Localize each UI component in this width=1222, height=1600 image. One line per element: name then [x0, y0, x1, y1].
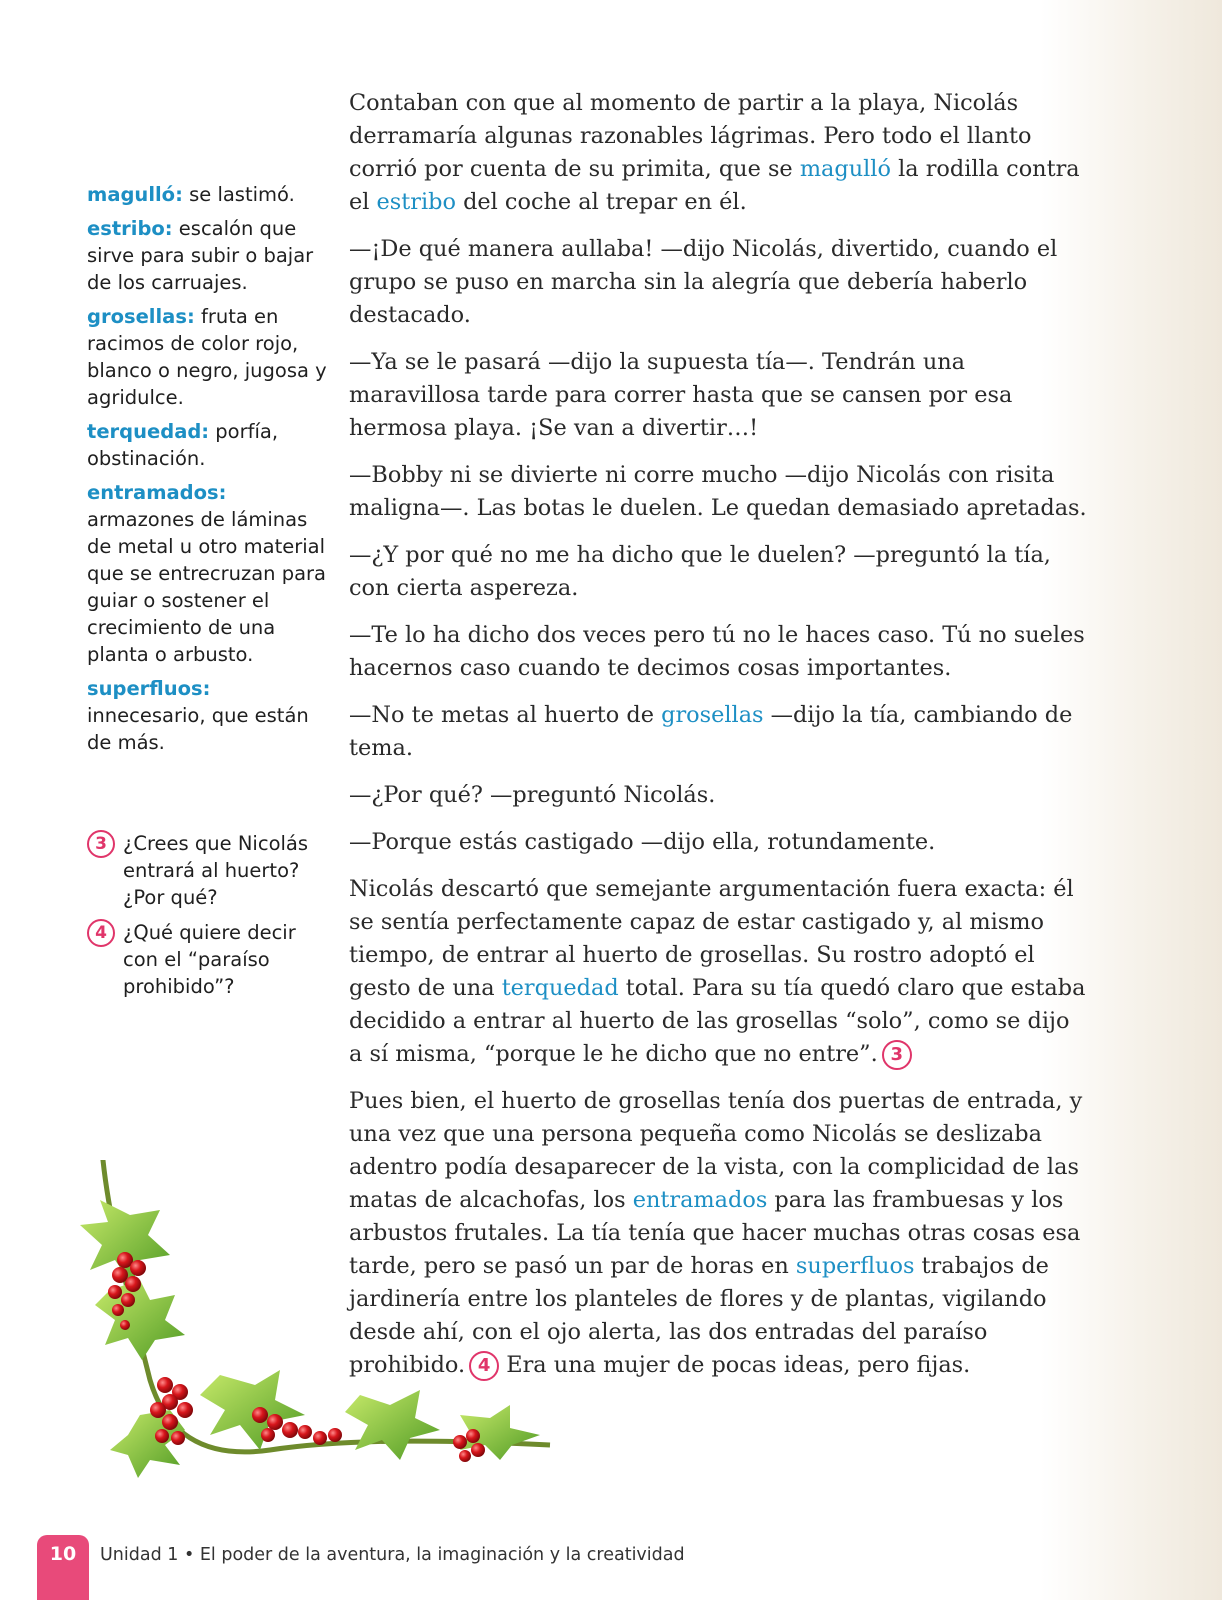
glossary-entry-estribo: [87, 215, 332, 296]
glossary-term: estribo:: [87, 217, 173, 240]
glossary-definition: escalón que sirve para subir o bajar de los carruajes.: [87, 217, 314, 294]
glossary-entry-superfluos: [87, 675, 332, 756]
paragraph: [349, 699, 1089, 765]
text-run: Pues bien, el huerto de grosellas tenía dos puertas de entrada, y una vez que una persona pequeña como Nicolás se deslizaba adentro podía desaparecer de la vista, con la complicidad de las matas de alcachofas, los: [349, 1088, 1083, 1213]
paragraph: [349, 873, 1089, 1071]
leaf: [200, 1370, 305, 1450]
question-marker-4: 4: [469, 1351, 499, 1381]
text-run: trabajos de jardinería entre los planteles de flores y de plantas, vigilando desde ahí, con el ojo alerta, las dos entradas del paraíso prohibido.: [349, 1253, 1049, 1378]
paragraph: [349, 87, 1089, 219]
keyword-terquedad: terquedad: [501, 975, 619, 1001]
text-run: Contaban con que al momento de partir a la playa, Nicolás derramaría algunas razonables lágrimas. Pero todo el llanto corrió por cuenta de su primita, que se: [349, 90, 1032, 182]
question-3: [87, 830, 332, 911]
glossary-term: superfluos:: [87, 677, 211, 700]
paragraph: —¿Y por qué no me ha dicho que le duelen? —preguntó la tía, con cierta aspereza.: [349, 542, 1051, 601]
keyword-magullo: magulló: [799, 156, 891, 182]
page-number-tab: [37, 1535, 89, 1600]
question-marker-3: 3: [882, 1040, 912, 1070]
glossary-definition: innecesario, que están de más.: [87, 704, 309, 754]
keyword-grosellas: grosellas: [661, 702, 764, 728]
question-4: [87, 919, 332, 1000]
glossary-definition: porfía, obstinación.: [87, 420, 279, 470]
glossary-definition: se lastimó.: [182, 183, 295, 206]
glossary-definition: fruta en racimos de color rojo, blanco o negro, jugosa y agridulce.: [87, 305, 327, 409]
keyword-estribo: estribo: [376, 189, 456, 215]
glossary-entry-grosellas: [87, 303, 332, 411]
text-run: —No te metas al huerto de: [349, 702, 662, 728]
paragraph: —¿Por qué? —preguntó Nicolás.: [349, 782, 716, 808]
paragraph: —¡De qué manera aullaba! —dijo Nicolás, divertido, cuando el grupo se puso en marcha sin la alegría que debería haberlo destacado.: [349, 236, 1058, 328]
keyword-entramados: entramados: [632, 1187, 768, 1213]
glossary-term: entramados:: [87, 481, 227, 504]
glossary-definition: armazones de láminas de metal u otro material que se entrecruzan para guiar o sostener el crecimiento de una planta o arbusto.: [87, 508, 327, 666]
question-text: ¿Qué quiere decir con el “paraíso prohibido”?: [123, 921, 296, 998]
text-run: Nicolás descartó que semejante argumentación fuera exacta: él se sentía perfectamente capaz de estar castigado y, al mismo tiempo, de entrar al huerto de grosellas. Su rostro adoptó el gesto de una: [349, 876, 1074, 1001]
paragraph: —Te lo ha dicho dos veces pero tú no le haces caso. Tú no sueles hacernos caso cuando te decimos cosas importantes.: [349, 622, 1085, 681]
question-text: ¿Crees que Nicolás entrará al huerto? ¿Por qué?: [123, 832, 309, 909]
questions-sidebar: [87, 830, 332, 1008]
page-footer: [37, 1535, 937, 1600]
glossary-entry-terquedad: [87, 418, 332, 472]
leaf: [345, 1390, 440, 1460]
text-run: para las frambuesas y los arbustos frutales. La tía tenía que hacer muchas otras cosas esa tarde, pero se pasó un par de horas en: [349, 1187, 1081, 1279]
question-number-badge: 3: [87, 830, 115, 858]
paragraph: —Ya se le pasará —dijo la supuesta tía—. Tendrán una maravillosa tarde para correr hasta que se cansen por esa hermosa playa. ¡Se van a divertir…!: [349, 349, 1013, 441]
paragraph: —Porque estás castigado —dijo ella, rotundamente.: [349, 829, 936, 855]
glossary-term: magulló:: [87, 183, 183, 206]
text-run: total. Para su tía quedó claro que estaba decidido a entrar al huerto de las grosellas “solo”, como se dijo a sí misma, “porque le he dicho que no entre”.: [349, 975, 1086, 1067]
glossary-term: terquedad:: [87, 420, 210, 443]
glossary-term: grosellas:: [87, 305, 195, 328]
text-run: Era una mujer de pocas ideas, pero fijas.: [499, 1352, 971, 1378]
keyword-superfluos: superfluos: [795, 1253, 915, 1279]
text-run: —dijo la tía, cambiando de tema.: [349, 702, 1073, 761]
currant-branch-illustration: [70, 1160, 590, 1500]
glossary-entry-entramados: [87, 479, 332, 668]
text-run: la rodilla contra el: [349, 156, 1080, 215]
question-number-badge: 4: [87, 919, 115, 947]
paragraph: —Bobby ni se divierte ni corre mucho —dijo Nicolás con risita maligna—. Las botas le duelen. Le quedan demasiado apretadas.: [349, 462, 1087, 521]
glossary-sidebar: [87, 181, 332, 763]
glossary-entry-magullo: [87, 181, 332, 208]
text-run: del coche al trepar en él.: [455, 189, 747, 215]
unit-title: Unidad 1 • El poder de la aventura, la imaginación y la creatividad: [100, 1545, 685, 1565]
page-number: 10: [49, 1543, 77, 1565]
